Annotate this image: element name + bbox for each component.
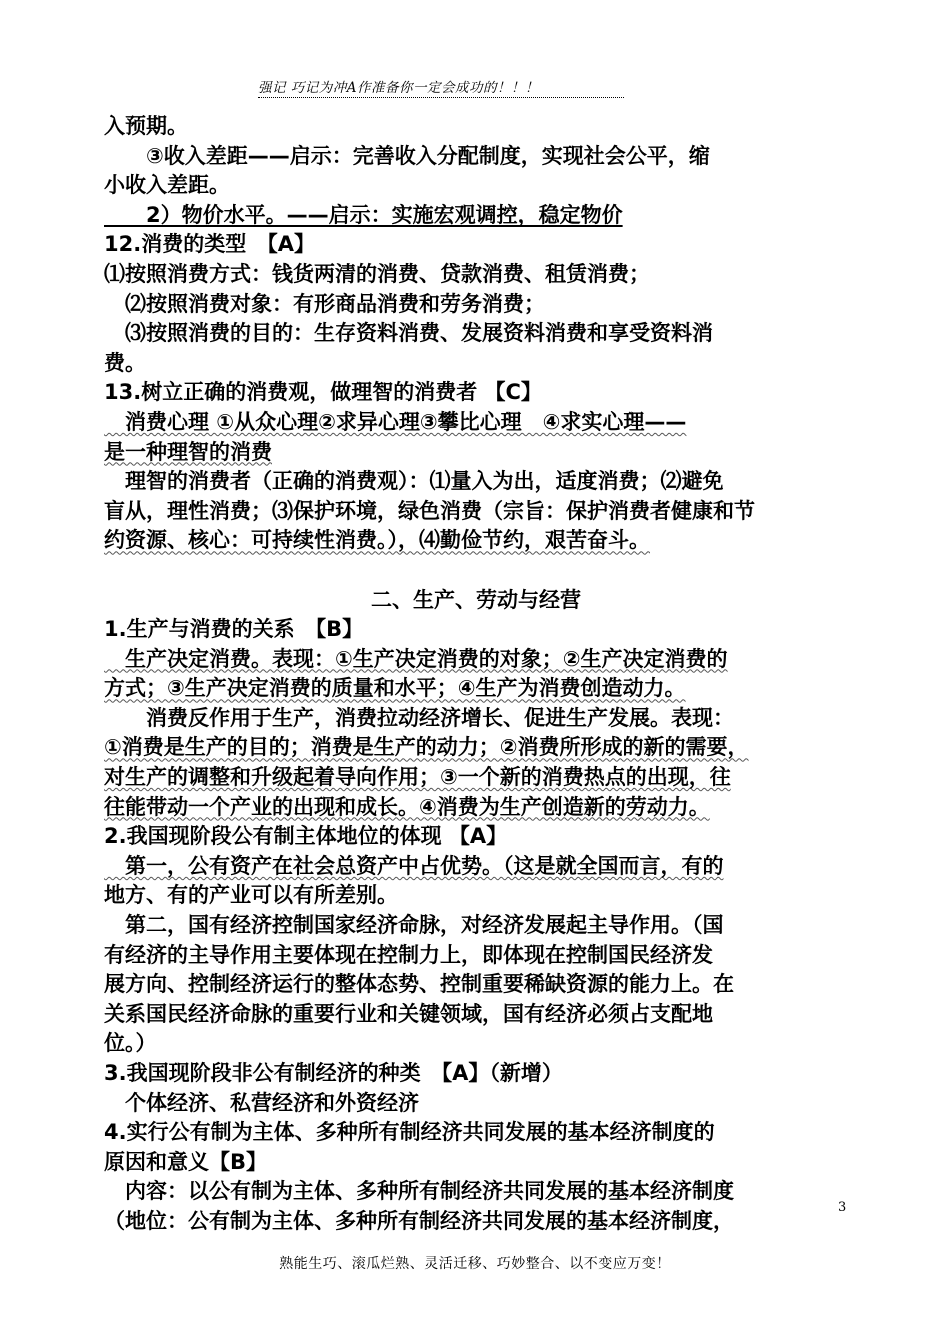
section-heading: 12.消费的类型 【A】 — [104, 232, 315, 257]
body-line: 关系国民经济命脉的重要行业和关键领域，国有经济必须占支配地 — [104, 1001, 713, 1026]
body-line: ⑶按照消费的目的：生存资料消费、发展资料消费和享受资料消 — [104, 321, 713, 346]
page-number: 3 — [838, 1200, 847, 1215]
blank-line — [104, 556, 848, 586]
body-line: 第一，公有资产在社会总资产中占优势。（这是就全国而言，有的 — [104, 853, 724, 878]
section-heading: 3.我国现阶段非公有制经济的种类 【A】（新增） — [104, 1061, 563, 1085]
section-heading: 4.实行公有制为主体、多种所有制经济共同发展的基本经济制度的 — [104, 1120, 715, 1145]
body-line: 费。 — [104, 350, 146, 375]
body-line: （地位：公有制为主体、多种所有制经济共同发展的基本经济制度， — [104, 1208, 734, 1233]
body-line: 方式；③生产决定消费的质量和水平；④生产为消费创造动力。 — [104, 676, 686, 701]
body-line: 消费反作用于生产，消费拉动经济增长、促进生产发展。表现： — [104, 705, 734, 730]
body-line: ⑵按照消费对象：有形商品消费和劳务消费； — [104, 291, 545, 316]
body-line: 约资源、核心：可持续性消费。），⑷勤俭节约，艰苦奋斗。 — [104, 528, 650, 553]
body-line: 消费心理 ①从众心理②求异心理③攀比心理 ④求实心理—— — [104, 409, 687, 434]
body-line: 展方向、控制经济运行的整体态势、控制重要稀缺资源的能力上。在 — [104, 972, 734, 997]
chapter-title: 二、生产、劳动与经营 — [371, 587, 581, 612]
body-line: 生产决定消费。表现：①生产决定消费的对象；②生产决定消费的 — [104, 646, 728, 671]
body-line: 地方、有的产业可以有所差别。 — [104, 883, 398, 908]
body-line: 是一种理智的消费 — [104, 439, 272, 464]
body-line: 小收入差距。 — [104, 173, 230, 198]
body-line: 有经济的主导作用主要体现在控制力上，即体现在控制国民经济发 — [104, 942, 713, 967]
body-line: ①消费是生产的目的；消费是生产的动力；②消费所形成的新的需要， — [104, 735, 749, 760]
body-line: 位。） — [104, 1031, 157, 1056]
body-line: ③收入差距——启示：完善收入分配制度，实现社会公平，缩 — [104, 143, 710, 168]
body-line: 2）物价水平。——启示：实施宏观调控，稳定物价 — [104, 202, 623, 227]
body-line: 对生产的调整和升级起着导向作用；③一个新的消费热点的出现，往 — [104, 765, 731, 790]
body-line: ⑴按照消费方式：钱货两清的消费、贷款消费、租赁消费； — [104, 261, 650, 286]
body-line: 理智的消费者（正确的消费观）：⑴量入为出，适度消费；⑵避免 — [104, 469, 724, 494]
section-heading: 2.我国现阶段公有制主体地位的体现 【A】 — [104, 824, 508, 849]
page-footer: 熟能生巧、滚瓜烂熟、灵活迁移、巧妙整合、以不变应万变！ — [279, 1256, 671, 1272]
body-line: 入预期。 — [104, 114, 188, 138]
page-header: 强记 巧记为冲A作准备你一定会成功的！！！ — [258, 76, 624, 98]
body-line: 原因和意义【B】 — [104, 1149, 268, 1174]
section-heading: 13.树立正确的消费观，做理智的消费者 【C】 — [104, 380, 542, 405]
body-line: 第二，国有经济控制国家经济命脉，对经济发展起主导作用。（国 — [104, 913, 724, 938]
body-line: 内容：以公有制为主体、多种所有制经济共同发展的基本经济制度 — [104, 1179, 734, 1204]
section-heading: 1.生产与消费的关系 【B】 — [104, 617, 364, 642]
document-body — [104, 112, 848, 1237]
body-line: 盲从，理性消费；⑶保护环境，绿色消费（宗旨：保护消费者健康和节 — [104, 498, 755, 523]
body-line: 往能带动一个产业的出现和成长。④消费为生产创造新的劳动力。 — [104, 794, 710, 819]
body-line: 个体经济、私营经济和外资经济 — [104, 1090, 419, 1115]
